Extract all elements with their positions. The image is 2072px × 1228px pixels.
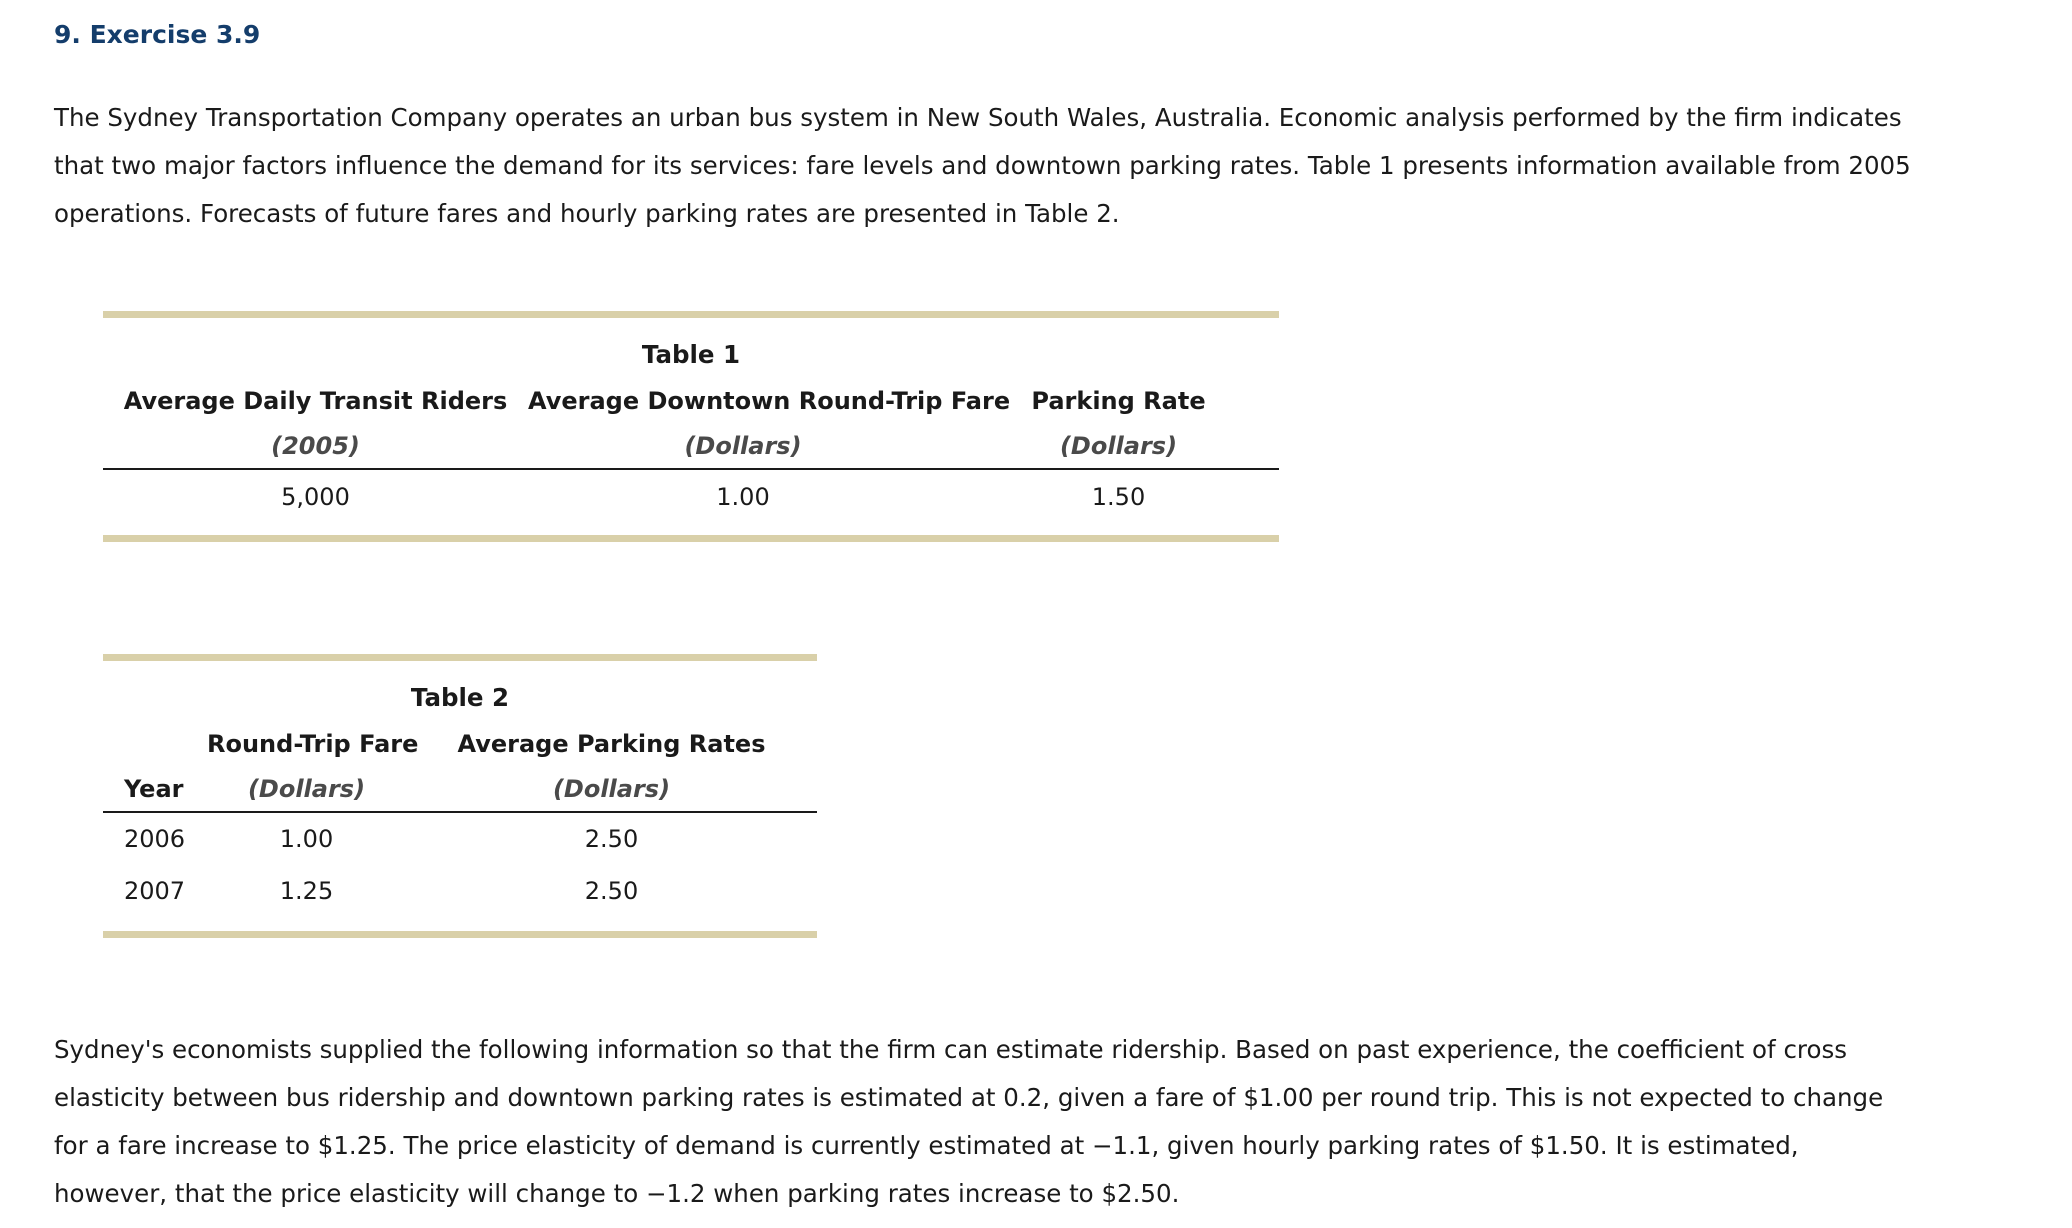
column-header-parking-rate: Parking Rate	[1031, 387, 1206, 415]
table-cell: 1.50	[1091, 483, 1146, 511]
table-cell-year: 2006	[124, 825, 186, 853]
table-cell: 1.00	[716, 483, 770, 511]
table-subheader-row	[103, 767, 817, 811]
column-subheader-unit: (Dollars)	[247, 775, 366, 803]
table-row	[103, 470, 1279, 524]
table-header-row	[103, 378, 1279, 424]
table-bottom-band	[103, 931, 817, 938]
column-subheader-unit: (Dollars)	[684, 432, 802, 460]
table-cell-year: 2007	[124, 877, 186, 905]
table-bottom-band	[103, 535, 1279, 542]
intro-paragraph: The Sydney Transportation Company operates an urban bus system in New South Wales, Australia. Economic analysis performed by the firm indicates that two major factors influence the demand for its services: fare levels and downtown parking rates. Table 1 presents information available from 2005 operations. Forecasts of future fares and hourly parking rates are presented in Table 2.	[54, 103, 1911, 228]
column-header-fare: Average Downtown Round-Trip Fare	[528, 387, 1011, 415]
column-subheader-unit: (Dollars)	[552, 775, 671, 803]
table-row	[103, 813, 817, 865]
table-header-row	[103, 721, 817, 767]
table-1	[103, 311, 1279, 542]
column-header-parking-rates: Average Parking Rates	[457, 730, 766, 758]
table-top-band	[103, 654, 817, 661]
table-cell: 1.25	[279, 877, 334, 905]
table-cell: 2.50	[584, 825, 639, 853]
table-cell: 1.00	[279, 825, 334, 853]
table-cell: 2.50	[584, 877, 639, 905]
column-subheader-unit: (Dollars)	[1059, 432, 1178, 460]
exercise-heading: 9. Exercise 3.9	[54, 20, 261, 49]
table-top-band	[103, 311, 1279, 318]
column-header-riders: Average Daily Transit Riders	[123, 387, 508, 415]
closing-paragraph: Sydney's economists supplied the following information so that the firm can estimate ridership. Based on past experience, the coefficient of cross elasticity between bus ridership and downtown parking rates is estimated at 0.2, given a fare of $1.00 per round trip. This is not expected to change for a fare increase to $1.25. The price elasticity of demand is currently estimated at −1.1, given hourly parking rates of $1.50. It is estimated, however, that the price elasticity will change to −1.2 when parking rates increase to $2.50.	[54, 1035, 1884, 1208]
table-subheader-row	[103, 424, 1279, 468]
column-header-year: Year	[124, 775, 184, 803]
table-row	[103, 865, 817, 917]
table-2	[103, 654, 817, 938]
table-cell: 5,000	[281, 483, 350, 511]
table-caption: Table 2	[410, 683, 510, 712]
table-caption: Table 1	[641, 340, 741, 369]
column-subheader-year: (2005)	[271, 432, 360, 460]
column-header-fare: Round-Trip Fare	[207, 730, 419, 758]
